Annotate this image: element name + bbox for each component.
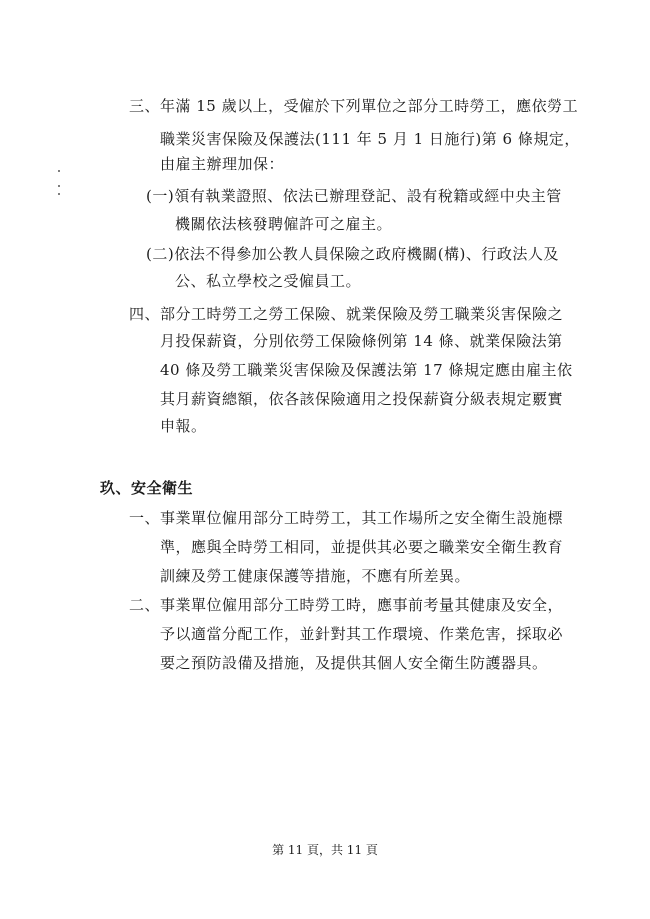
margin-mark (58, 185, 60, 187)
item3-line1: 三、年滿 15 歲以上，受僱於下列單位之部分工時勞工，應依勞工 (129, 97, 579, 115)
item4-line1: 四、部分工時勞工之勞工保險、就業保險及勞工職業災害保險之 (129, 305, 564, 323)
item3-sub2-line1: (二)依法不得參加公教人員保險之政府機關(構)、行政法人及 (146, 245, 559, 263)
item3-line3: 由雇主辦理加保： (160, 155, 285, 173)
item4-line2: 月投保薪資，分別依勞工保險條例第 14 條、就業保險法第 (160, 332, 563, 350)
margin-mark (58, 193, 60, 195)
s9-item2-line2: 予以適當分配工作，並針對其工作環境、作業危害，採取必 (160, 625, 564, 643)
s9-item2-line1: 二、事業單位僱用部分工時勞工時，應事前考量其健康及安全， (129, 596, 564, 614)
s9-item2-line3: 要之預防設備及措施，及提供其個人安全衛生防護器具。 (160, 654, 548, 672)
page-footer: 第 11 頁，共 11 頁 (272, 843, 378, 857)
s9-item1-line2: 準，應與全時勞工相同，並提供其必要之職業安全衛生教育 (160, 538, 564, 556)
item4-line4: 其月薪資總額，依各該保險適用之投保薪資分級表規定覈實 (160, 390, 564, 408)
item3-line2: 職業災害保險及保護法(111 年 5 月 1 日施行)第 6 條規定， (160, 130, 580, 148)
s9-item1-line1: 一、事業單位僱用部分工時勞工，其工作場所之安全衛生設施標 (129, 509, 564, 527)
item4-line3: 40 條及勞工職業災害保險及保護法第 17 條規定應由雇主依 (160, 361, 573, 379)
section9-title: 玖、安全衛生 (100, 479, 194, 497)
item3-sub1-line1: (一)領有執業證照、依法已辦理登記、設有稅籍或經中央主管 (146, 187, 562, 205)
s9-item1-line3: 訓練及勞工健康保護等措施，不應有所差異。 (160, 567, 471, 585)
item3-sub2-line2: 公、私立學校之受僱員工。 (175, 272, 362, 290)
margin-mark (58, 170, 60, 172)
item4-line5: 申報。 (160, 417, 207, 435)
item3-sub1-line2: 機關依法核發聘僱許可之雇主。 (175, 215, 393, 233)
